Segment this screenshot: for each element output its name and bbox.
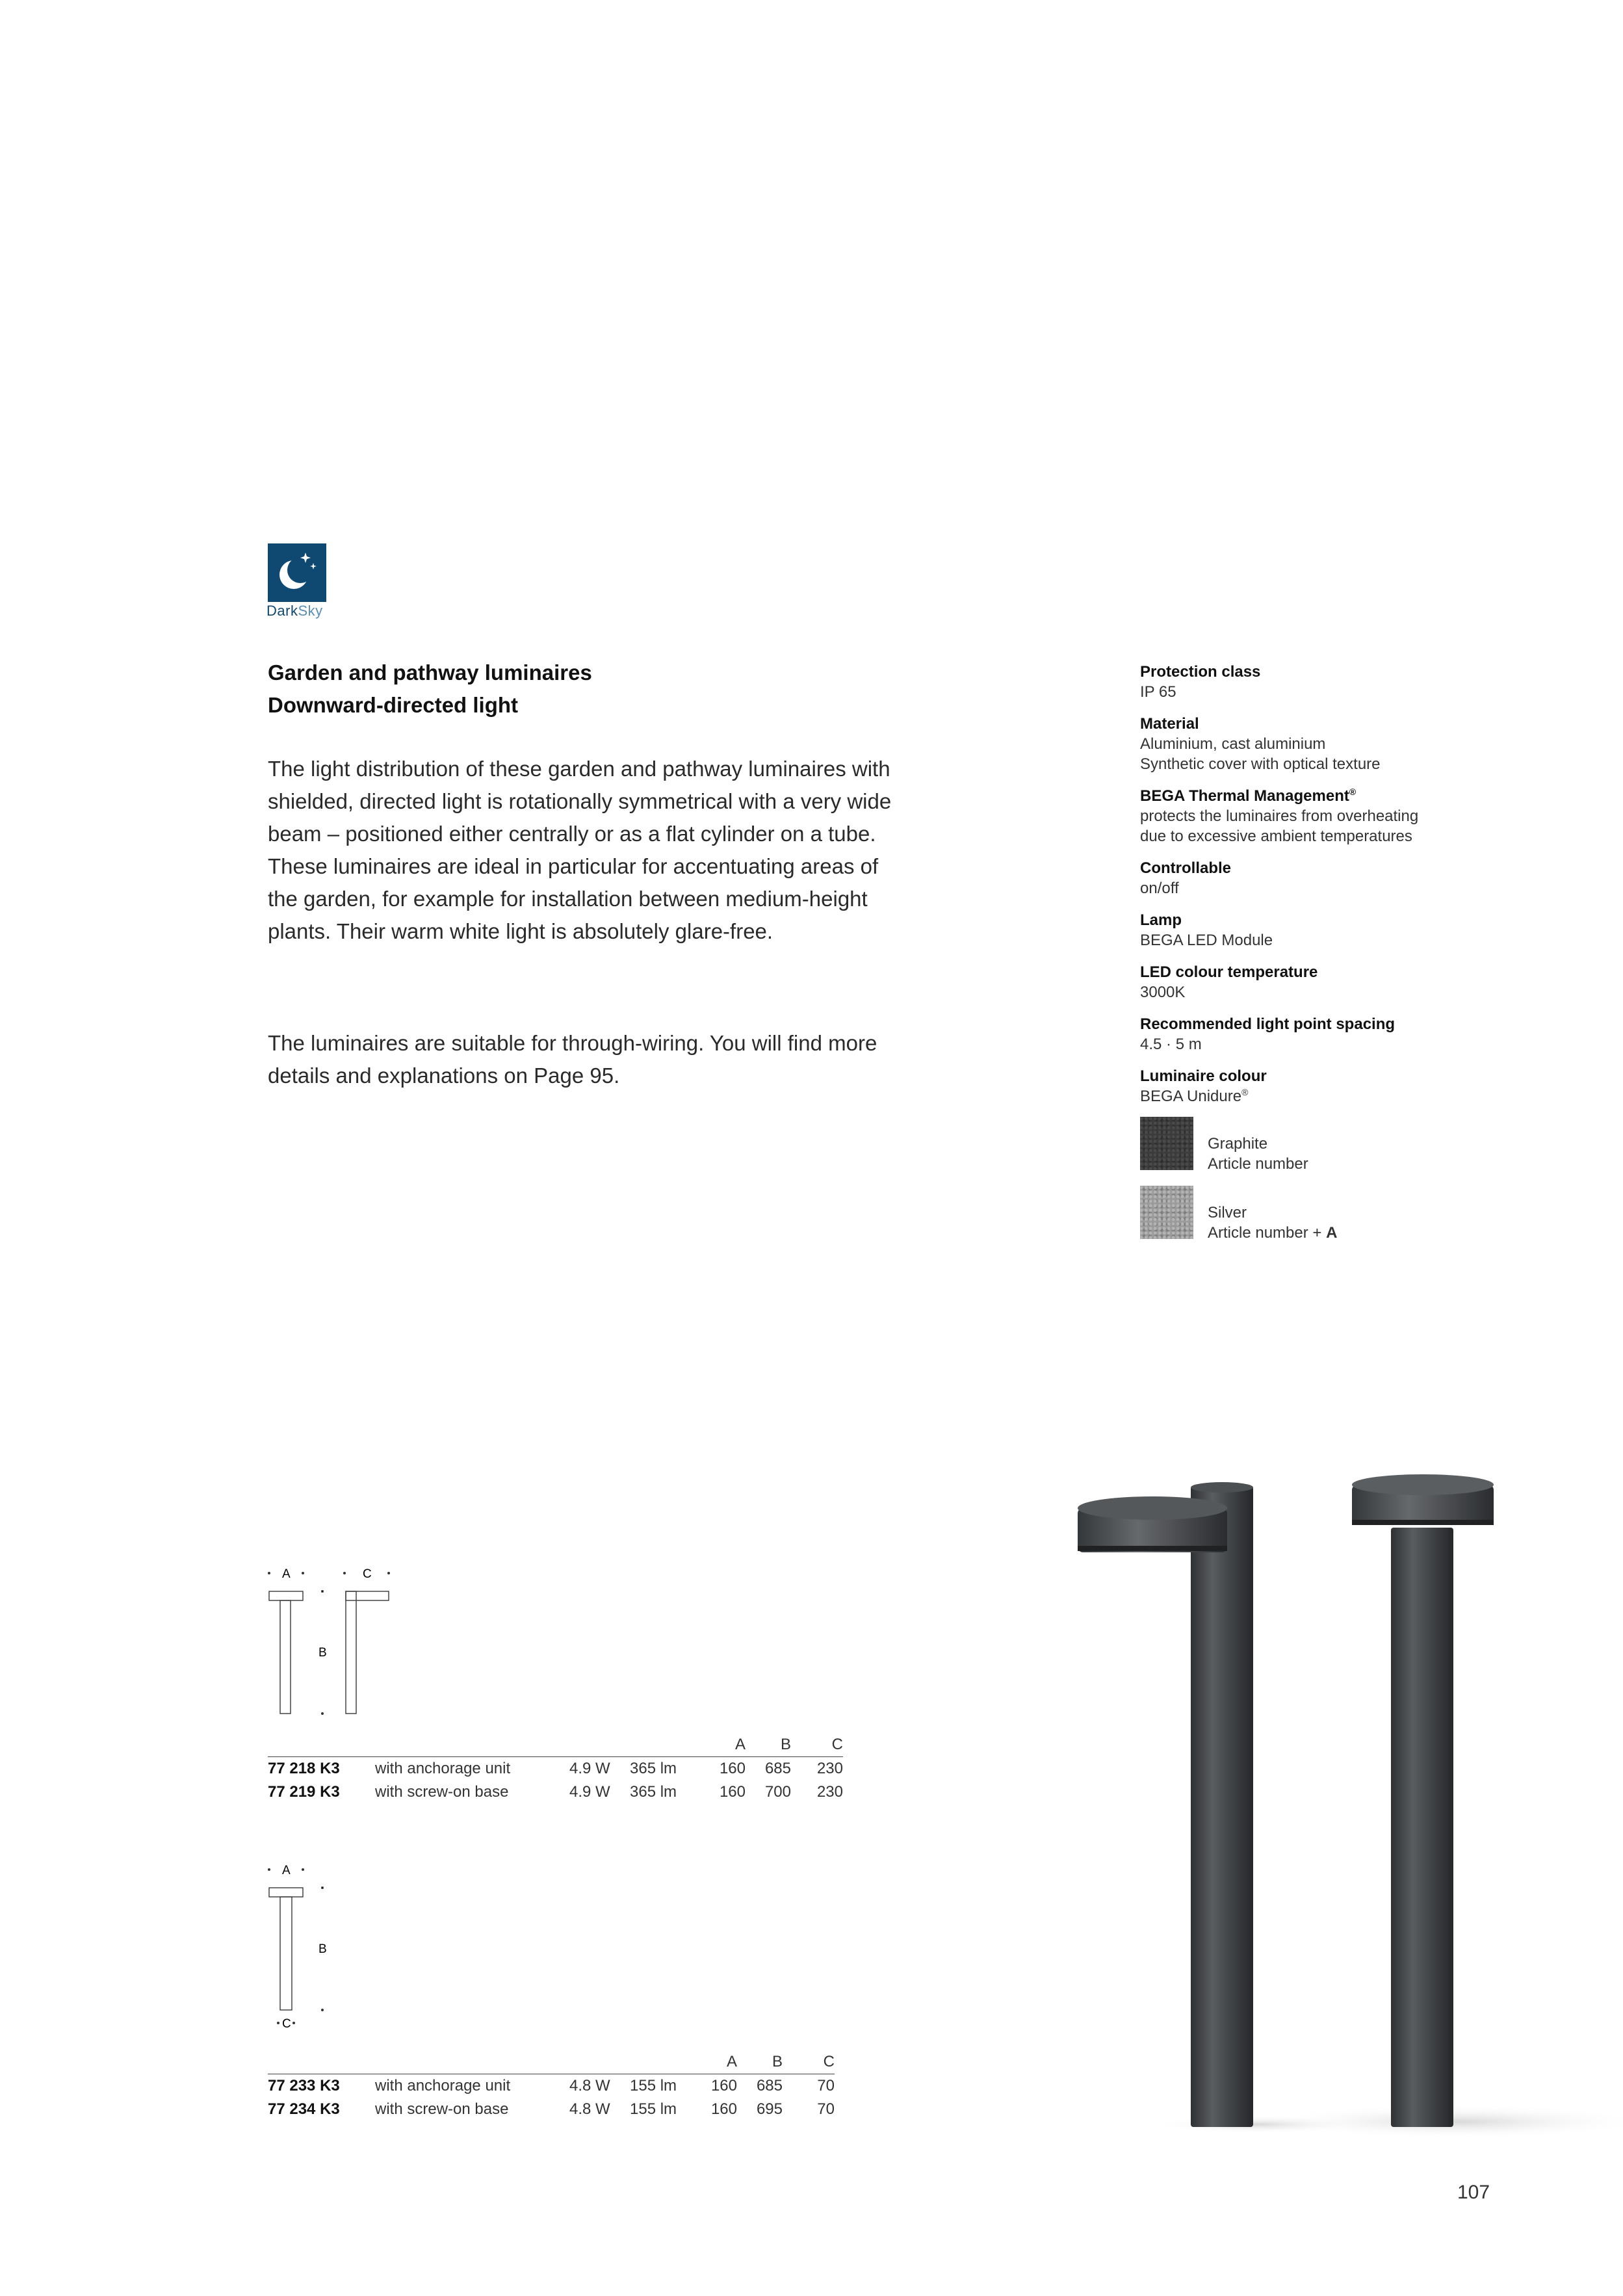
silver-swatch (1140, 1186, 1193, 1239)
silver-article: Article number + A (1208, 1224, 1338, 1242)
spec-protection-class: Protection class IP 65 (1140, 663, 1261, 701)
intro-paragraph: The light distribution of these garden and pathway luminaires with shielded, directed light is rotationally symmetrical with a very wide beam – positioned either centrally or as a flat cylinder on a tube. These luminaires are ideal in particular for accentuating areas of the garden, for example for installation between medium-height plants. Their warm white light is absolutely glare-free. (268, 757, 892, 943)
silver-colour-info (1208, 1203, 1337, 1243)
graphite-colour-info (1208, 1134, 1308, 1174)
spec-colour-temperature: LED colour temperature 3000K (1140, 963, 1318, 1001)
dimension-drawing-1 (263, 1563, 412, 1719)
luminaire-tube-offset (346, 1591, 356, 1714)
luminaire-head-offset (346, 1591, 389, 1600)
spec-luminaire-colour: Luminaire colour BEGA Unidure® (1140, 1067, 1267, 1105)
silver-name: Silver (1208, 1204, 1247, 1221)
dimension-drawing-2 (263, 1859, 354, 2035)
product-table-2 (268, 2053, 835, 2121)
title-line-2: Downward-directed light (268, 693, 519, 717)
spec-controllable: Controllable on/off (1140, 859, 1232, 897)
spec-material: Material Aluminium, cast aluminium Synthetic cover with optical texture (1140, 715, 1381, 773)
dim-a-label: A (282, 1864, 291, 1877)
luminaire-centred-photo (1352, 1474, 1494, 2127)
dim-c-label: C (282, 2017, 291, 2031)
luminaire-offset-photo (1078, 1482, 1253, 2127)
spec-thermal-management: BEGA Thermal Management® protects the luminaires from overheating due to excessive ambient temperatures (1140, 787, 1419, 845)
darksky-label: DarkSky (266, 603, 323, 619)
page-number: 107 (1457, 2182, 1490, 2203)
table-header: A B C (726, 2053, 835, 2070)
luminaire-tube-centred (280, 1600, 291, 1714)
product-table-1 (268, 1736, 843, 1804)
dim-a-label: A (282, 1567, 291, 1581)
table-row: 77 234 K3 with screw-on base 4.8 W 155 lm 160 695 70 (268, 2100, 835, 2118)
title-line-1: Garden and pathway luminaires (268, 660, 592, 685)
wiring-paragraph: The luminaires are suitable for through-wiring. You will find more details and explanations on Page 95. (268, 1031, 877, 1088)
table-row: 77 219 K3 with screw-on base 4.9 W 365 lm 160 700 230 (268, 1783, 843, 1801)
spec-list (1140, 662, 1478, 1118)
dim-b-label: B (318, 1646, 327, 1660)
spec-light-point-spacing: Recommended light point spacing 4.5 · 5 m (1140, 1015, 1396, 1053)
table-row: 77 218 K3 with anchorage unit 4.9 W 365 lm 160 685 230 (268, 1756, 843, 1781)
table-header: A B C (734, 1736, 843, 1753)
darksky-logo (268, 543, 326, 602)
spec-lamp: Lamp BEGA LED Module (1140, 911, 1273, 949)
product-photo (1066, 1469, 1623, 2158)
luminaire-head-centred (269, 1591, 303, 1600)
moon-stars-icon (268, 543, 326, 602)
luminaire-tube-flat (280, 1897, 292, 2010)
dim-b-label: B (318, 1942, 327, 1956)
luminaire-head-flat (269, 1888, 303, 1897)
graphite-name: Graphite (1208, 1135, 1268, 1153)
graphite-article: Article number (1208, 1155, 1308, 1173)
graphite-swatch (1140, 1117, 1193, 1170)
dim-c-label: C (363, 1567, 372, 1581)
table-row: 77 233 K3 with anchorage unit 4.8 W 155 lm 160 685 70 (268, 2074, 835, 2098)
